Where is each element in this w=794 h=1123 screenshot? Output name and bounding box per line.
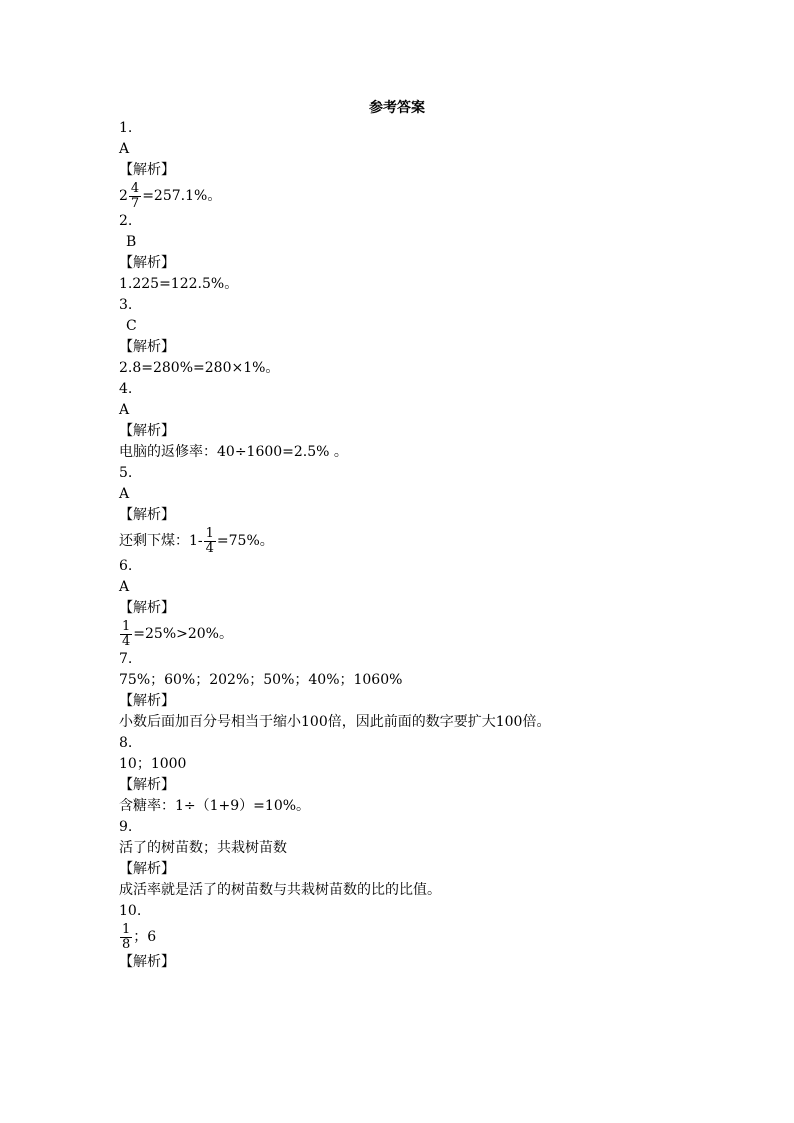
fraction-denominator: 4 <box>122 633 131 649</box>
answer-text: A <box>119 402 130 418</box>
question-number: 10. <box>119 903 142 919</box>
question-number: 2. <box>119 213 133 229</box>
mixed-whole: 2 <box>119 188 128 204</box>
answer-text: C <box>126 318 137 334</box>
question-number: 4. <box>119 381 133 397</box>
question-number: 5. <box>119 465 133 481</box>
fraction-denominator: 4 <box>205 540 214 556</box>
analysis-label: 【解析】 <box>119 507 175 523</box>
fraction-numerator: 1 <box>122 921 131 937</box>
fraction-numerator: 1 <box>122 618 131 634</box>
answer-text: A <box>119 141 130 157</box>
analysis-label: 【解析】 <box>119 861 175 877</box>
answer-text: 活了的树苗数；共栽树苗数 <box>119 840 287 856</box>
fraction <box>204 527 216 556</box>
analysis-label: 【解析】 <box>119 954 175 970</box>
analysis-text <box>119 181 759 211</box>
answer-text: A <box>119 486 130 502</box>
analysis-text: 成活率就是活了的树苗数与共栽树苗数的比的比值。 <box>119 882 441 898</box>
analysis-text: 小数后面加百分号相当于缩小100倍，因此前面的数字要扩大100倍。 <box>119 714 551 730</box>
fraction <box>129 182 141 211</box>
analysis-label: 【解析】 <box>119 339 175 355</box>
question-number: 3. <box>119 297 133 313</box>
fraction-numerator: 4 <box>130 180 140 196</box>
answer-text: B <box>126 234 137 250</box>
analysis-label: 【解析】 <box>119 162 175 178</box>
analysis-text <box>119 526 759 556</box>
question-number: 7. <box>119 651 133 667</box>
analysis-label: 【解析】 <box>119 777 175 793</box>
fraction <box>120 620 132 649</box>
answer-text: A <box>119 579 130 595</box>
analysis-text: 含糖率：1÷（1+9）=10%。 <box>119 798 311 814</box>
question-number: 8. <box>119 735 133 751</box>
answer-text <box>119 922 759 952</box>
analysis-label: 【解析】 <box>119 255 175 271</box>
analysis-rest: =257.1%。 <box>142 188 222 204</box>
analysis-rest: =75%。 <box>216 533 274 549</box>
question-number: 6. <box>119 558 133 574</box>
question-number: 1. <box>119 120 133 136</box>
analysis-label: 【解析】 <box>119 693 175 709</box>
fraction-numerator: 1 <box>205 525 214 541</box>
analysis-label: 【解析】 <box>119 423 175 439</box>
analysis-rest: =25%>20%。 <box>133 626 233 642</box>
analysis-text <box>119 619 759 649</box>
fraction-denominator: 7 <box>130 195 140 211</box>
analysis-text: 2.8=280%=280×1%。 <box>119 360 280 376</box>
analysis-pre: 还剩下煤：1- <box>119 533 203 549</box>
answer-rest: ；6 <box>133 929 157 945</box>
page-title: 参考答案 <box>369 100 425 116</box>
analysis-text: 1.225=122.5%。 <box>119 276 239 292</box>
fraction-denominator: 8 <box>122 936 131 952</box>
analysis-label: 【解析】 <box>119 600 175 616</box>
analysis-text: 电脑的返修率：40÷1600=2.5% 。 <box>119 444 348 460</box>
question-number: 9. <box>119 819 133 835</box>
answer-list <box>119 118 759 973</box>
fraction <box>120 923 132 952</box>
answer-text: 10；1000 <box>119 756 187 772</box>
answer-text: 75%；60%；202%；50%；40%；1060% <box>119 672 403 688</box>
